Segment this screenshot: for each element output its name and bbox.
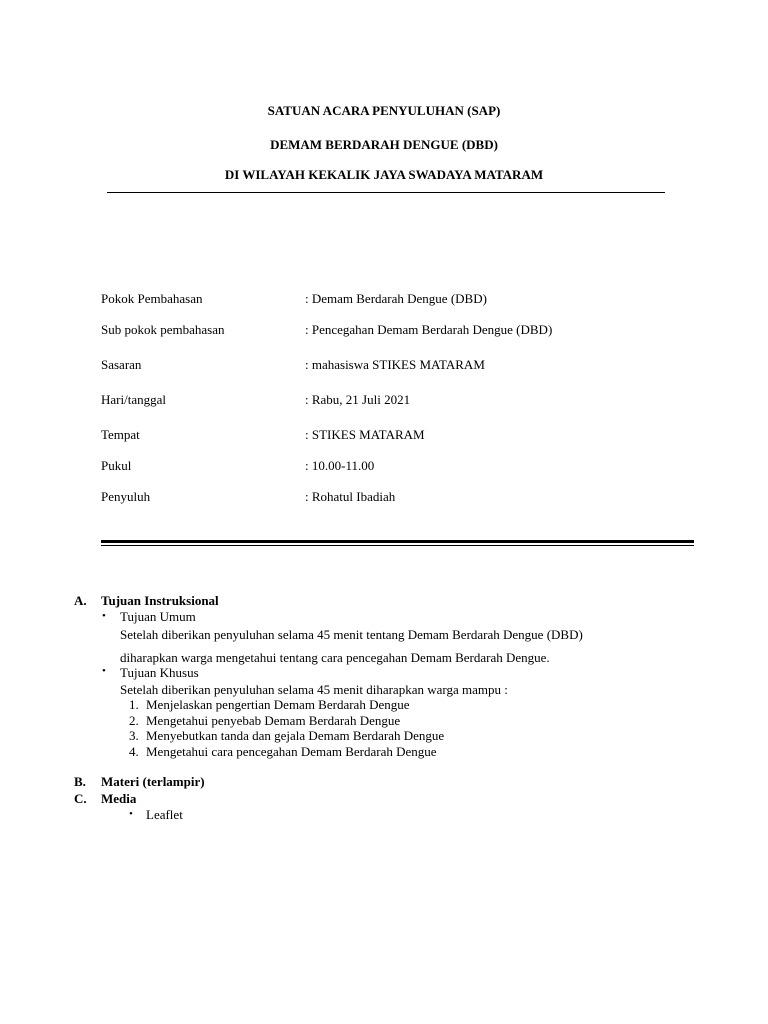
subsection-label: Tujuan Umum — [120, 609, 196, 624]
info-label: Sasaran — [101, 357, 142, 372]
list-item: Mengetahui cara pencegahan Demam Berdarah Dengue — [146, 744, 437, 759]
info-label: Hari/tanggal — [101, 392, 166, 407]
info-value: : 10.00-11.00 — [305, 458, 375, 473]
list-item: Menjelaskan pengertian Demam Berdarah Dengue — [146, 697, 410, 712]
section-divider-secondary — [101, 545, 694, 546]
info-value: : STIKES MATARAM — [305, 427, 425, 442]
section-heading: Materi (terlampir) — [101, 774, 205, 789]
bullet-icon: • — [102, 610, 106, 622]
section-divider — [101, 540, 694, 543]
bullet-icon: • — [129, 808, 133, 820]
title-divider — [107, 192, 665, 193]
list-number: 2. — [129, 713, 139, 728]
list-item: Menyebutkan tanda dan gejala Demam Berdarah Dengue — [146, 728, 445, 743]
list-item: Leaflet — [146, 807, 183, 822]
list-number: 3. — [129, 728, 139, 743]
bullet-icon: • — [102, 665, 106, 677]
document-subtitle: DEMAM BERDARAH DENGUE (DBD) — [270, 137, 498, 152]
paragraph-line: Setelah diberikan penyuluhan selama 45 menit tentang Demam Berdarah Dengue (DBD) — [120, 627, 583, 642]
list-number: 1. — [129, 697, 139, 712]
info-value: : Rabu, 21 Juli 2021 — [305, 392, 411, 407]
section-heading: Media — [101, 791, 137, 806]
info-label: Tempat — [101, 427, 140, 442]
list-item: Mengetahui penyebab Demam Berdarah Dengue — [146, 713, 401, 728]
info-label: Sub pokok pembahasan — [101, 322, 225, 337]
document-title: SATUAN ACARA PENYULUHAN (SAP) — [267, 103, 501, 118]
info-label: Pukul — [101, 458, 132, 473]
subsection-label: Tujuan Khusus — [120, 665, 199, 680]
info-value: : Pencegahan Demam Berdarah Dengue (DBD) — [305, 322, 553, 337]
info-value: : Demam Berdarah Dengue (DBD) — [305, 291, 487, 306]
list-number: 4. — [129, 744, 139, 759]
section-letter: C. — [74, 791, 87, 806]
section-letter: B. — [74, 774, 86, 789]
paragraph-line: Setelah diberikan penyuluhan selama 45 menit diharapkan warga mampu : — [120, 682, 508, 697]
section-letter: A. — [74, 593, 87, 608]
section-heading: Tujuan Instruksional — [101, 593, 219, 608]
info-value: : Rohatul Ibadiah — [305, 489, 396, 504]
info-label: Pokok Pembahasan — [101, 291, 203, 306]
info-label: Penyuluh — [101, 489, 151, 504]
paragraph-line: diharapkan warga mengetahui tentang cara pencegahan Demam Berdarah Dengue. — [120, 650, 550, 665]
info-value: : mahasiswa STIKES MATARAM — [305, 357, 485, 372]
document-location-title: DI WILAYAH KEKALIK JAYA SWADAYA MATARAM — [224, 167, 544, 182]
